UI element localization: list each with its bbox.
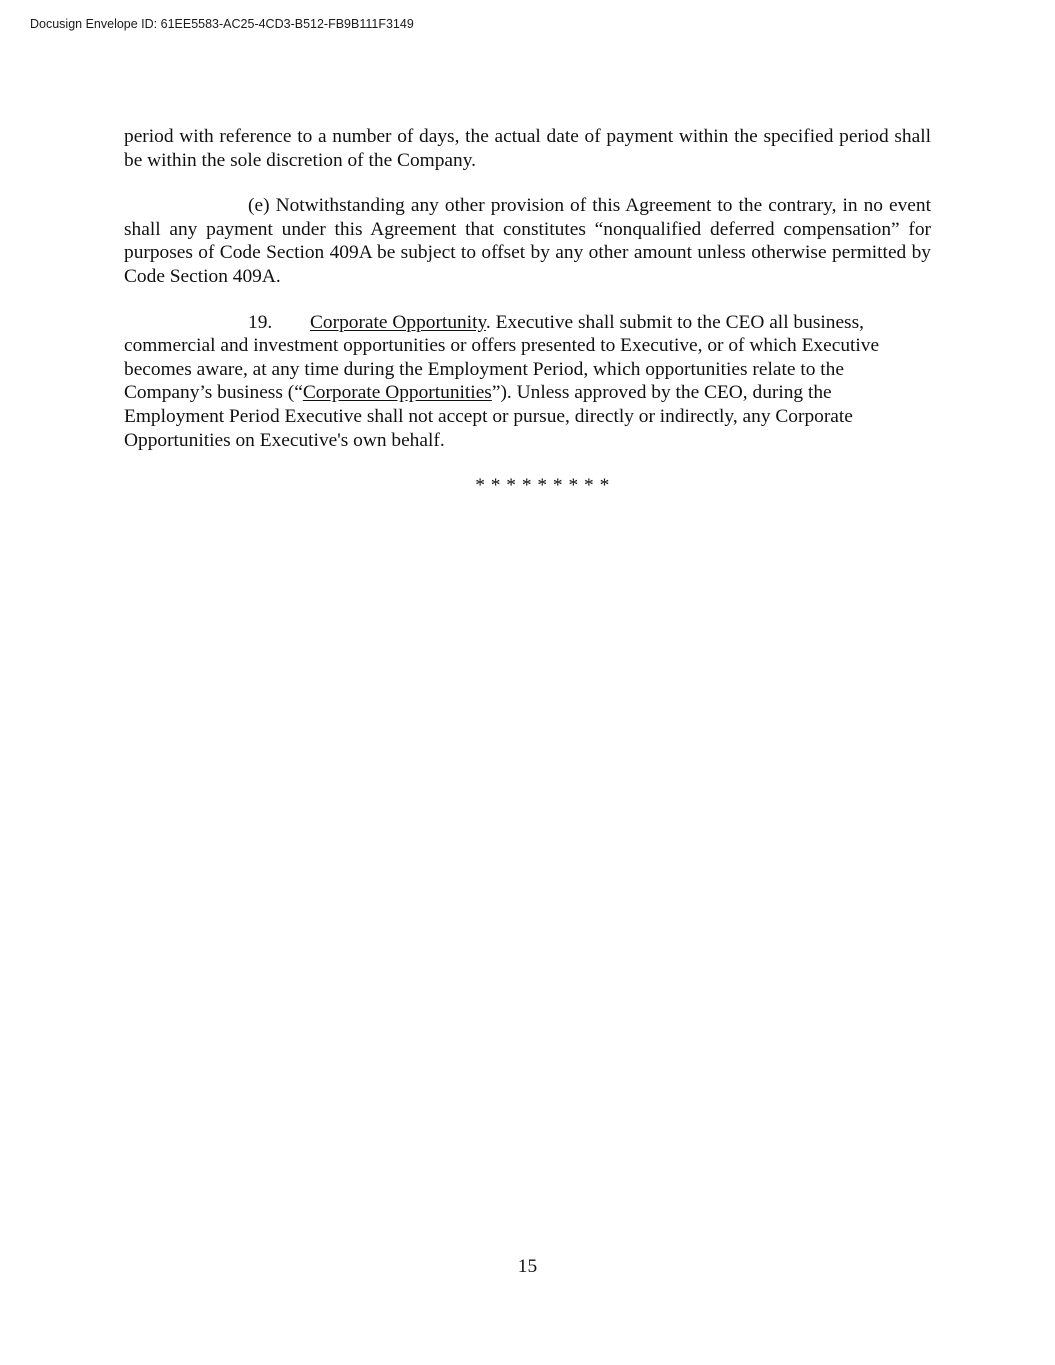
section-19-text-a: . Executive shall submit to the CEO all business, commercial and investment opportunities or offers presented to Executive, or of which Executive becomes aware, at any time during the Employment Period, which opportunities relate to the Company’s business (“ [124, 311, 880, 404]
section-19-text-b: ”). Unless approved by the CEO, during the Employment Period Executive shall not accept or pursue, directly or indirectly, any Corporate Opportunities on Executive's own behalf. [124, 382, 853, 451]
paragraph-e-text: Notwithstanding any other provision of this Agreement to the contrary, in no event shall any payment under this Agreement that constitutes “nonqualified deferred compensation” for purposes of Code Section 409A be subject to offset by any other amount unless otherwise permitted by Code Section 409A. [124, 195, 931, 287]
section-19 [124, 311, 931, 453]
paragraph-e-label: (e) [248, 195, 270, 217]
section-19-number: 19. [248, 311, 273, 333]
paragraph-e [124, 194, 931, 288]
section-19-heading: Corporate Opportunity [310, 311, 486, 333]
paragraph-continuation: period with reference to a number of days, the actual date of payment within the specified period shall be within the sole discretion of the Company. [124, 126, 931, 171]
document-body [124, 125, 931, 498]
page-number: 15 [517, 1256, 538, 1277]
defined-term-corporate-opportunities: Corporate Opportunities [302, 382, 492, 404]
end-separator: * * * * * * * * * [475, 475, 610, 497]
docusign-envelope-id: Docusign Envelope ID: 61EE5583-AC25-4CD3-B512-FB9B111F3149 [30, 17, 414, 31]
